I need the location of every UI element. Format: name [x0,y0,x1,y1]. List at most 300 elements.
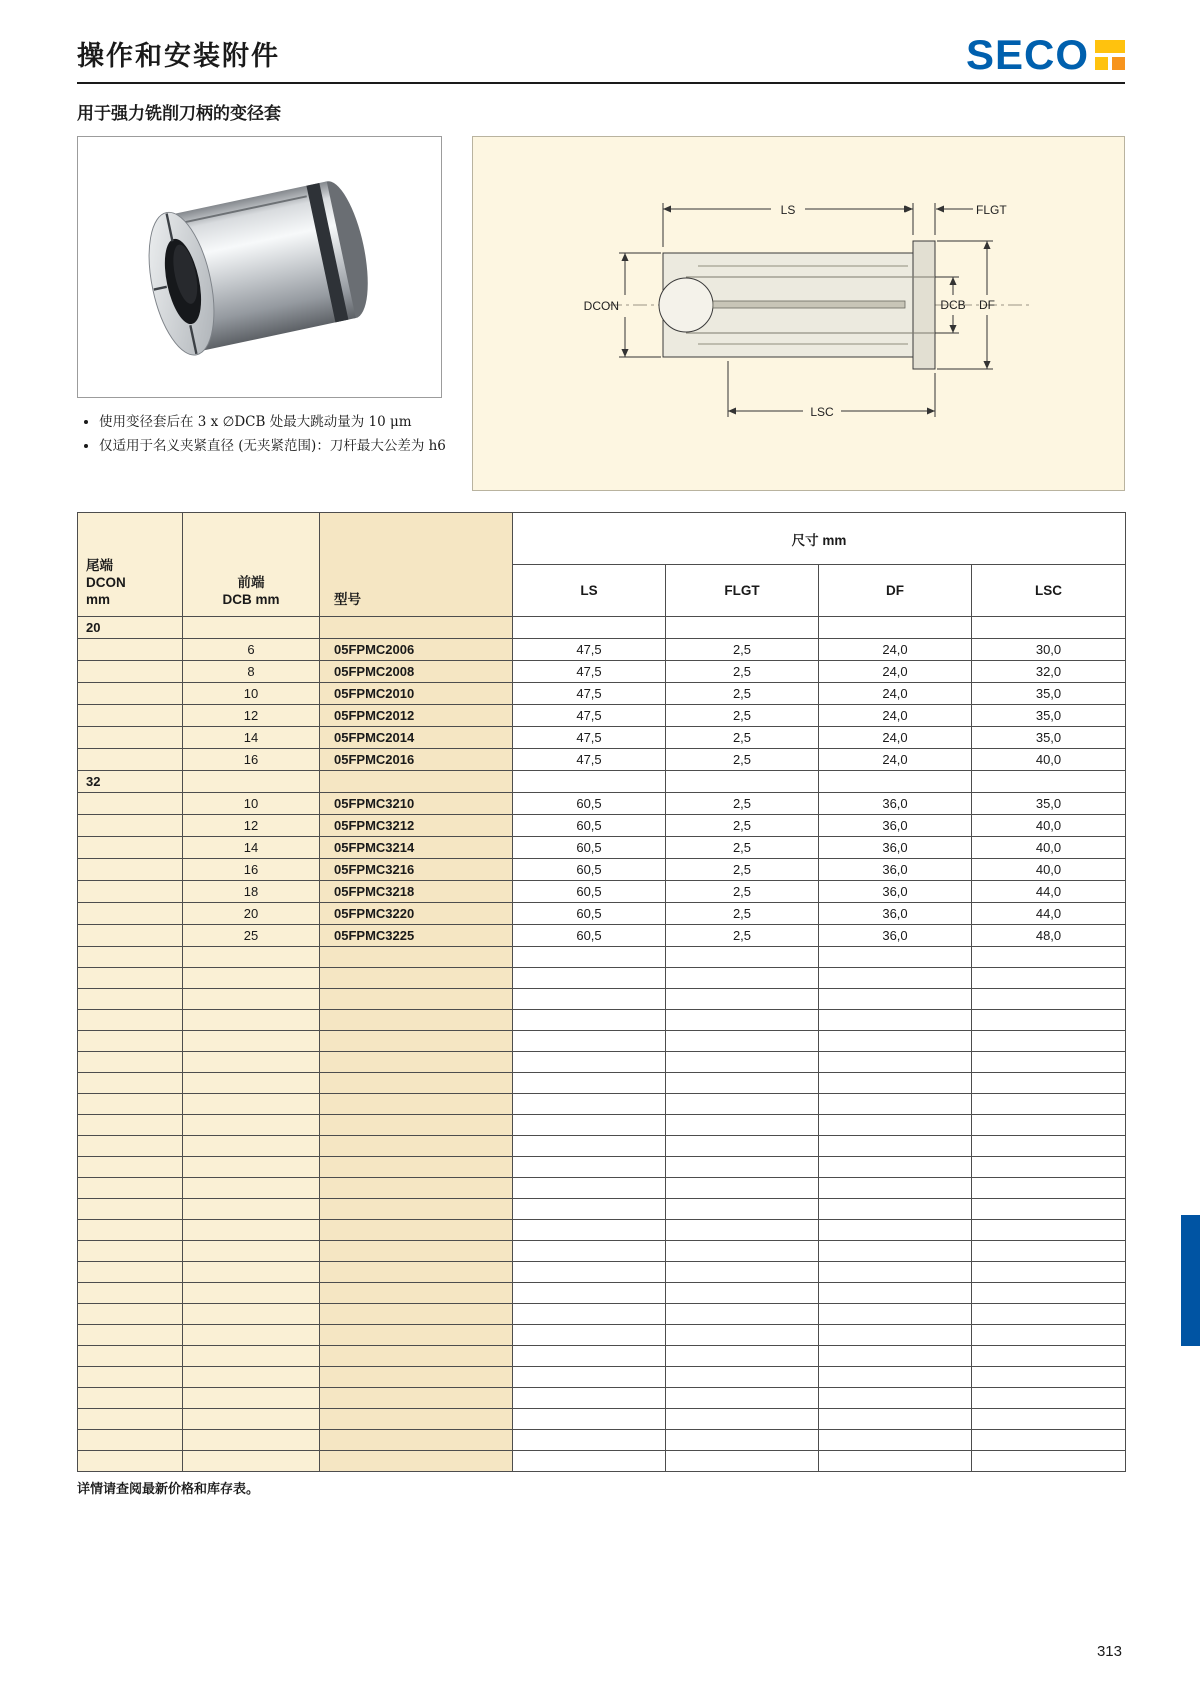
empty-cell [666,1409,819,1430]
empty-cell [513,1241,666,1262]
flgt-cell: 2,5 [666,705,819,727]
model-cell: 05FPMC2010 [320,683,513,705]
spec-table [77,512,1126,1472]
lsc-cell: 40,0 [972,815,1126,837]
col-header-lsc: LSC [972,565,1126,617]
empty-cell [819,1430,972,1451]
dcb-cell: 8 [183,661,320,683]
empty-cell [78,1178,183,1199]
empty-row [78,1283,1126,1304]
model-cell: 05FPMC2014 [320,727,513,749]
lsc-cell: 40,0 [972,859,1126,881]
empty-cell [513,1220,666,1241]
empty-cell [513,1388,666,1409]
dim-label-dcon: DCON [583,299,619,313]
empty-cell [972,1283,1126,1304]
empty-cell [78,1325,183,1346]
empty-cell [513,771,666,793]
df-cell: 36,0 [819,815,972,837]
empty-cell [666,1346,819,1367]
empty-cell [513,989,666,1010]
empty-cell [78,1052,183,1073]
col-header-dcb [183,513,320,617]
empty-cell [513,1325,666,1346]
table-row [78,661,1126,683]
model-cell: 05FPMC2006 [320,639,513,661]
ls-cell: 47,5 [513,639,666,661]
group-row [78,771,1126,793]
empty-cell [513,1430,666,1451]
ls-cell: 47,5 [513,749,666,771]
model-cell: 05FPMC3220 [320,903,513,925]
lsc-cell: 32,0 [972,661,1126,683]
empty-cell [513,947,666,968]
empty-row [78,1220,1126,1241]
ls-cell: 60,5 [513,903,666,925]
empty-cell [320,1430,513,1451]
flgt-cell: 2,5 [666,859,819,881]
df-cell: 36,0 [819,881,972,903]
empty-cell [666,1241,819,1262]
footer-note: 详情请查阅最新价格和库存表。 [77,1482,260,1497]
empty-row [78,1178,1126,1199]
dim-label-dcb: DCB [940,298,966,312]
model-cell: 05FPMC2012 [320,705,513,727]
empty-cell [320,1073,513,1094]
empty-cell [972,1409,1126,1430]
empty-row [78,1325,1126,1346]
empty-cell [819,617,972,639]
model-cell: 05FPMC3218 [320,881,513,903]
empty-cell [513,617,666,639]
empty-cell [819,1157,972,1178]
empty-cell [666,1325,819,1346]
model-cell: 05FPMC3210 [320,793,513,815]
notes-list [83,412,455,457]
empty-cell [320,617,513,639]
seco-logo-text: SECO [965,31,1089,78]
empty-cell [666,617,819,639]
empty-cell [183,771,320,793]
empty-row [78,1451,1126,1472]
empty-cell [320,1325,513,1346]
collet-sleeve-illustration [90,149,430,385]
seco-logo [965,31,1125,78]
dcb-cell: 25 [183,925,320,947]
empty-cell [666,1136,819,1157]
table-row [78,705,1126,727]
table-row [78,683,1126,705]
empty-cell [972,1220,1126,1241]
empty-row [78,1010,1126,1031]
empty-cell [819,947,972,968]
table-row [78,837,1126,859]
empty-cell [666,1094,819,1115]
col-header-flgt: FLGT [666,565,819,617]
empty-cell [666,1451,819,1472]
empty-cell [183,617,320,639]
logo-block-yellow-bottom [1095,57,1108,70]
model-cell: 05FPMC3225 [320,925,513,947]
empty-cell [513,1199,666,1220]
empty-cell [78,727,183,749]
empty-cell [666,1178,819,1199]
empty-cell [78,1430,183,1451]
empty-row [78,1199,1126,1220]
empty-cell [320,1346,513,1367]
dcb-cell: 6 [183,639,320,661]
empty-cell [819,1178,972,1199]
df-cell: 24,0 [819,683,972,705]
logo-block-orange [1112,57,1125,70]
empty-row [78,1409,1126,1430]
group-dcon-label: 32 [78,771,183,793]
df-cell: 24,0 [819,661,972,683]
logo-block-yellow-top [1095,40,1125,53]
dcb-cell: 12 [183,705,320,727]
empty-cell [819,1283,972,1304]
header-divider [77,82,1125,84]
df-cell: 24,0 [819,705,972,727]
df-cell: 36,0 [819,793,972,815]
empty-cell [183,1094,320,1115]
empty-cell [78,1283,183,1304]
empty-cell [78,793,183,815]
empty-cell [78,1094,183,1115]
table-row [78,881,1126,903]
ls-cell: 60,5 [513,881,666,903]
flgt-cell: 2,5 [666,925,819,947]
empty-cell [666,1010,819,1031]
empty-cell [972,1136,1126,1157]
empty-cell [819,1451,972,1472]
lsc-cell: 35,0 [972,705,1126,727]
flgt-cell: 2,5 [666,793,819,815]
lsc-cell: 30,0 [972,639,1126,661]
col-header-dcon-line2: DCON [86,575,126,591]
empty-cell [513,1367,666,1388]
model-cell: 05FPMC2016 [320,749,513,771]
empty-cell [819,1136,972,1157]
dcb-cell: 18 [183,881,320,903]
ls-cell: 60,5 [513,793,666,815]
col-header-dcb-line2: DCB mm [222,592,280,608]
dcb-cell: 16 [183,859,320,881]
empty-cell [78,968,183,989]
dcb-cell: 12 [183,815,320,837]
empty-cell [320,1451,513,1472]
empty-cell [972,1073,1126,1094]
model-cell: 05FPMC3214 [320,837,513,859]
empty-cell [320,1262,513,1283]
empty-cell [666,989,819,1010]
empty-cell [320,771,513,793]
empty-cell [819,1052,972,1073]
table-row [78,749,1126,771]
note-item: • 使用变径套后在 3 x ∅DCB 处最大跳动量为 10 μm [99,412,455,434]
empty-cell [183,989,320,1010]
empty-cell [78,1157,183,1178]
dimension-drawing [473,137,1124,490]
empty-cell [320,1388,513,1409]
technical-diagram [472,136,1125,491]
empty-cell [819,989,972,1010]
empty-cell [320,1241,513,1262]
col-header-model: 型号 [320,513,513,617]
empty-cell [513,968,666,989]
empty-cell [819,771,972,793]
flgt-cell: 2,5 [666,837,819,859]
empty-row [78,1388,1126,1409]
empty-cell [183,1451,320,1472]
empty-cell [78,815,183,837]
df-cell: 24,0 [819,639,972,661]
empty-cell [819,1409,972,1430]
empty-row [78,1136,1126,1157]
empty-cell [183,1199,320,1220]
empty-cell [78,1409,183,1430]
ls-cell: 60,5 [513,859,666,881]
empty-cell [78,1367,183,1388]
df-cell: 36,0 [819,925,972,947]
page-header [77,31,1125,78]
empty-cell [513,1115,666,1136]
empty-cell [666,1367,819,1388]
df-cell: 24,0 [819,727,972,749]
empty-row [78,1346,1126,1367]
empty-cell [320,1136,513,1157]
empty-cell [972,1199,1126,1220]
empty-row [78,1430,1126,1451]
empty-cell [320,1409,513,1430]
dim-label-flgt: FLGT [976,203,1007,217]
dcb-cell: 16 [183,749,320,771]
empty-cell [972,1094,1126,1115]
empty-cell [666,968,819,989]
dim-label-ls: LS [780,203,796,217]
lsc-cell: 40,0 [972,749,1126,771]
empty-cell [78,1031,183,1052]
table-row [78,639,1126,661]
empty-cell [183,1325,320,1346]
empty-cell [972,1241,1126,1262]
empty-cell [320,968,513,989]
col-header-ls: LS [513,565,666,617]
empty-cell [183,1010,320,1031]
dim-label-df: DF [979,298,995,312]
col-header-dcon-line1: 尾端 [86,558,113,574]
empty-cell [183,1304,320,1325]
empty-cell [819,968,972,989]
empty-cell [819,1346,972,1367]
empty-cell [972,1346,1126,1367]
empty-row [78,1115,1126,1136]
empty-cell [78,837,183,859]
empty-cell [78,881,183,903]
empty-cell [78,1241,183,1262]
empty-cell [666,1052,819,1073]
empty-cell [819,1304,972,1325]
empty-cell [78,989,183,1010]
empty-cell [78,749,183,771]
empty-cell [666,1073,819,1094]
empty-cell [972,1325,1126,1346]
empty-cell [78,1199,183,1220]
empty-row [78,1157,1126,1178]
model-cell: 05FPMC3212 [320,815,513,837]
df-cell: 36,0 [819,859,972,881]
empty-cell [819,1115,972,1136]
empty-cell [666,1388,819,1409]
empty-cell [666,771,819,793]
ls-cell: 47,5 [513,727,666,749]
model-cell: 05FPMC3216 [320,859,513,881]
empty-cell [320,1367,513,1388]
empty-cell [666,1304,819,1325]
df-cell: 36,0 [819,903,972,925]
empty-cell [78,1115,183,1136]
empty-cell [183,1220,320,1241]
df-cell: 36,0 [819,837,972,859]
dcb-cell: 10 [183,793,320,815]
empty-row [78,1304,1126,1325]
empty-cell [78,1220,183,1241]
empty-cell [513,1409,666,1430]
empty-row [78,1094,1126,1115]
empty-cell [819,1388,972,1409]
dcb-cell: 10 [183,683,320,705]
ls-cell: 47,5 [513,683,666,705]
empty-cell [819,1010,972,1031]
empty-cell [183,1031,320,1052]
empty-cell [183,1262,320,1283]
model-cell: 05FPMC2008 [320,661,513,683]
seco-logo-mark-icon [1095,40,1125,70]
empty-cell [819,1367,972,1388]
empty-row [78,1241,1126,1262]
empty-cell [666,1283,819,1304]
empty-cell [972,771,1126,793]
empty-cell [513,1304,666,1325]
empty-cell [513,1283,666,1304]
flgt-cell: 2,5 [666,749,819,771]
empty-cell [819,1241,972,1262]
empty-cell [819,1220,972,1241]
empty-cell [183,1409,320,1430]
col-header-dcon-line3: mm [86,592,111,608]
empty-row [78,989,1126,1010]
empty-cell [78,1136,183,1157]
df-cell: 24,0 [819,749,972,771]
empty-cell [183,1367,320,1388]
empty-cell [819,1262,972,1283]
empty-cell [666,1157,819,1178]
empty-cell [78,1388,183,1409]
flgt-cell: 2,5 [666,903,819,925]
media-row [77,136,1125,492]
ls-cell: 60,5 [513,815,666,837]
flgt-cell: 2,5 [666,639,819,661]
empty-cell [320,1115,513,1136]
empty-cell [183,1346,320,1367]
empty-cell [513,1031,666,1052]
page-title: 操作和安装附件 [77,41,280,72]
empty-cell [666,1115,819,1136]
table-row [78,903,1126,925]
empty-cell [666,947,819,968]
empty-cell [183,1430,320,1451]
empty-cell [972,1115,1126,1136]
empty-cell [972,1367,1126,1388]
note-item: • 仅适用于名义夹紧直径 (无夹紧范围)：刀杆最大公差为 h6 [99,436,455,458]
flgt-cell: 2,5 [666,661,819,683]
empty-cell [78,639,183,661]
lsc-cell: 35,0 [972,683,1126,705]
flgt-cell: 2,5 [666,815,819,837]
empty-cell [513,1010,666,1031]
table-row [78,793,1126,815]
size-group-header: 尺寸 mm [513,513,1126,565]
empty-row [78,1073,1126,1094]
table-row [78,925,1126,947]
empty-cell [320,1094,513,1115]
empty-cell [183,1073,320,1094]
table-row [78,727,1126,749]
page-number: 313 [1096,1643,1122,1660]
section-subtitle: 用于强力铣削刀柄的变径套 [77,104,281,124]
empty-cell [183,1052,320,1073]
empty-cell [320,1178,513,1199]
empty-cell [513,1346,666,1367]
empty-row [78,1367,1126,1388]
table-row [78,815,1126,837]
empty-cell [666,1031,819,1052]
empty-cell [320,1220,513,1241]
empty-cell [819,1199,972,1220]
empty-cell [78,859,183,881]
empty-cell [666,1262,819,1283]
empty-cell [78,1010,183,1031]
empty-cell [78,683,183,705]
empty-cell [666,1430,819,1451]
empty-cell [183,968,320,989]
empty-cell [972,1451,1126,1472]
empty-cell [513,1073,666,1094]
empty-cell [972,968,1126,989]
dcb-cell: 14 [183,727,320,749]
empty-cell [972,1010,1126,1031]
ls-cell: 60,5 [513,837,666,859]
empty-cell [320,947,513,968]
empty-cell [513,1094,666,1115]
empty-cell [972,1430,1126,1451]
empty-cell [320,1199,513,1220]
empty-cell [320,1304,513,1325]
empty-row [78,968,1126,989]
empty-cell [513,1136,666,1157]
empty-cell [972,1178,1126,1199]
empty-cell [819,1073,972,1094]
product-photo [77,136,442,398]
empty-cell [320,1283,513,1304]
lsc-cell: 35,0 [972,727,1126,749]
empty-cell [183,1115,320,1136]
empty-cell [320,989,513,1010]
empty-cell [513,1451,666,1472]
group-row [78,617,1126,639]
col-header-dcb-line1: 前端 [237,575,265,591]
empty-cell [78,925,183,947]
